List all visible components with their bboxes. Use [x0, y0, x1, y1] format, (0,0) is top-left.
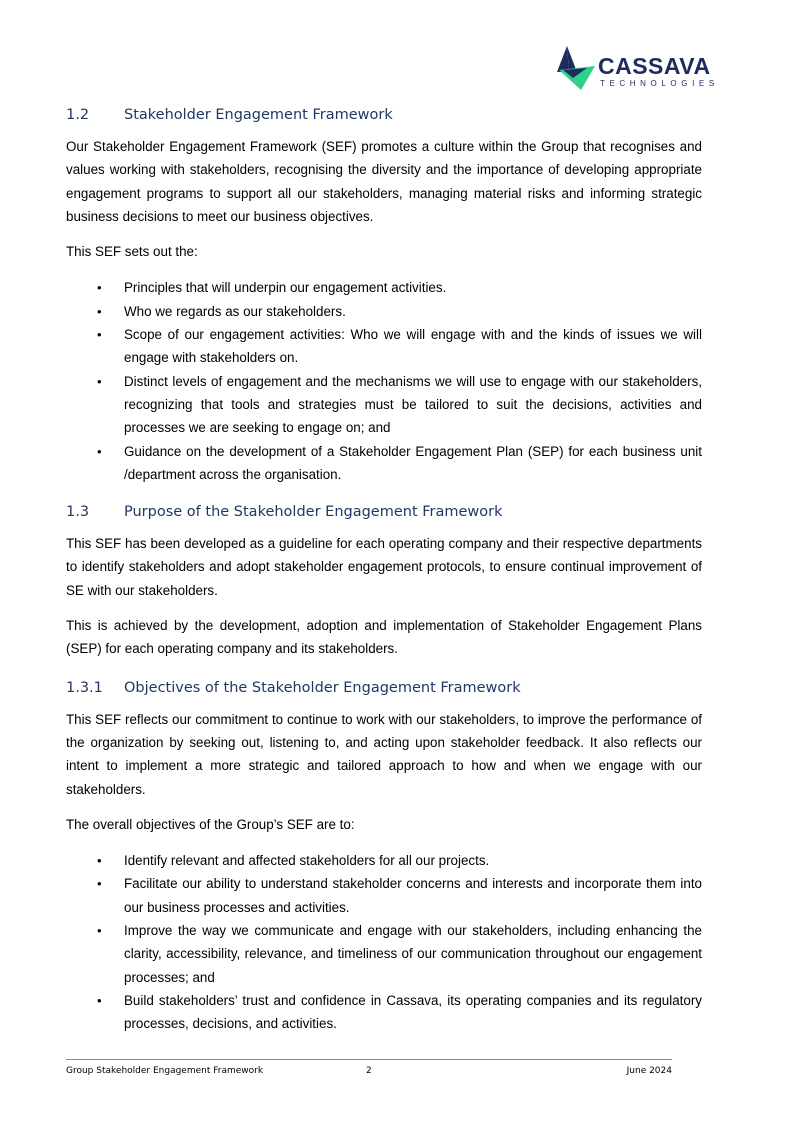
list-item-text: Facilitate our ability to understand stakeholder concerns and interests and incorporate them into our business processes and activities.	[124, 876, 702, 915]
bullet-icon: •	[97, 443, 102, 459]
section-heading-1-3	[66, 501, 702, 523]
bullet-icon: •	[97, 992, 102, 1008]
section-number: 1.3	[66, 504, 90, 521]
logo-subtitle: TECHNOLOGIES	[600, 79, 719, 88]
bullet-icon: •	[97, 853, 102, 869]
paragraph: The overall objectives of the Group’s SEF are to:	[66, 816, 355, 832]
page-footer	[66, 1066, 672, 1080]
bullet-icon: •	[97, 923, 102, 939]
footer-page-number: 2	[366, 1066, 372, 1076]
document-body	[66, 104, 702, 1036]
paragraph: This SEF reflects our commitment to continue to work with our stakeholders, to improve the performance of the organization by seeking out, listening to, and acting upon stakeholder feedback. It also reflects our intent to implement a more strategic and tailored approach to how and when we engage with our stakeholders.	[66, 711, 702, 797]
bullet-icon: •	[97, 876, 102, 892]
footer-divider	[66, 1059, 672, 1060]
paragraph: This SEF has been developed as a guideline for each operating company and their respective departments to identify stakeholders and adopt stakeholder engagement protocols, to ensure continual improvement of SE with our stakeholders.	[66, 536, 702, 598]
section-title: Objectives of the Stakeholder Engagement Framework	[124, 679, 521, 696]
list-item	[66, 440, 702, 487]
list-item	[66, 323, 702, 370]
list-item	[66, 276, 702, 299]
bullet-icon: •	[97, 280, 102, 296]
list-item-text: Who we regards as our stakeholders.	[124, 303, 346, 319]
section-number: 1.3.1	[66, 679, 103, 696]
bullet-icon: •	[97, 303, 102, 319]
logo-wordmark: CASSAVA	[598, 53, 711, 79]
list-item-text: Guidance on the development of a Stakeholder Engagement Plan (SEP) for each business unit /department across the organisation.	[124, 443, 702, 482]
section-title: Stakeholder Engagement Framework	[124, 107, 393, 123]
bullet-icon: •	[97, 327, 102, 343]
bullet-list	[66, 849, 702, 1035]
list-item	[66, 370, 702, 440]
list-item-text: Build stakeholders’ trust and confidence in Cassava, its operating companies and its regulatory processes, decisions, and activities.	[124, 992, 702, 1032]
footer-doc-title: Group Stakeholder Engagement Framework	[66, 1066, 264, 1076]
paragraph: Our Stakeholder Engagement Framework (SEF) promotes a culture within the Group that recognises and values working with stakeholders, recognising the diversity and the importance of developing appropriate engagement programs to support all our stakeholders, managing material risks and informing strategic business decisions to meet our business objectives.	[66, 139, 702, 224]
bullet-icon: •	[97, 373, 102, 389]
list-item	[66, 300, 702, 323]
list-item	[66, 872, 702, 919]
list-item	[66, 849, 702, 872]
cassava-mark-icon	[557, 46, 597, 92]
list-item	[66, 989, 702, 1036]
list-item-text: Improve the way we communicate and engage with our stakeholders, including enhancing the clarity, accessibility, relevance, and timeliness of our communication throughout our engagement processes; and	[124, 923, 702, 985]
footer-date: June 2024	[626, 1066, 672, 1076]
cassava-logo	[557, 46, 717, 92]
paragraph: This SEF sets out the:	[66, 244, 198, 260]
section-heading-1-3-1	[66, 677, 702, 699]
list-item-text: Principles that will underpin our engagement activities.	[124, 280, 447, 296]
list-item-text: Distinct levels of engagement and the mechanisms we will use to engage with our stakeholders, recognizing that tools and strategies must be tailored to suit the decisions, activities and processes we are seeking to engage on; and	[124, 373, 702, 436]
section-number: 1.2	[66, 107, 90, 123]
bullet-list	[66, 276, 702, 486]
list-item	[66, 919, 702, 989]
list-item-text: Identify relevant and affected stakeholders for all our projects.	[124, 853, 490, 869]
list-item-text: Scope of our engagement activities: Who we will engage with and the kinds of issues we will engage with stakeholders on.	[124, 327, 702, 366]
section-title: Purpose of the Stakeholder Engagement Framework	[124, 504, 503, 521]
paragraph: This is achieved by the development, adoption and implementation of Stakeholder Engagement Plans (SEP) for each operating company and its stakeholders.	[66, 618, 702, 657]
section-heading-1-2	[66, 104, 702, 126]
